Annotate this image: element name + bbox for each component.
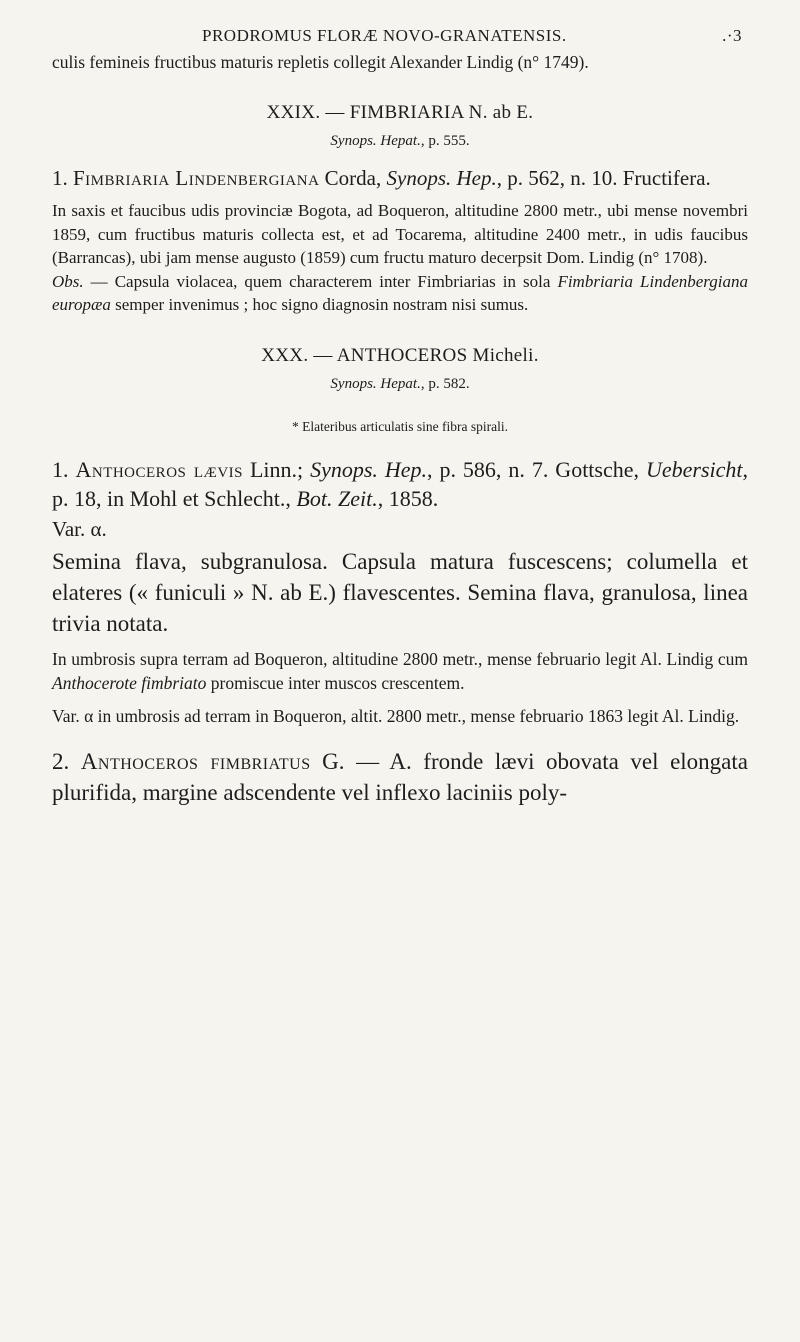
- obs-text-1: — Capsula violacea, quem characterem inter Fimbriarias in sola: [83, 271, 558, 291]
- species-description: Semina flava, subgranulosa. Capsula matura fuscescens; columella et elateres (« funiculi » N. ab E.) flavescentes. Semina flava, granulosa, linea trivia notata.: [52, 548, 748, 636]
- species-author: Corda,: [324, 166, 382, 190]
- page-number: .·3: [722, 26, 742, 45]
- obs-label: Obs.: [52, 271, 84, 291]
- species-number: 1.: [52, 456, 69, 482]
- habitat-paragraph: [52, 647, 748, 696]
- citation-ref: Uebersicht: [645, 456, 743, 482]
- species-reference-rest: , p. 562, n. 10. Fructifera.: [496, 166, 711, 190]
- citation-part: , p. 18, in Mohl et Schlecht.,: [52, 456, 748, 511]
- genus-heading-fimbriaria: XXIX. — FIMBRIARIA N. ab E.: [266, 102, 534, 123]
- variety-alpha-paragraph: Var. α in umbrosis ad terram in Boqueron, altit. 2800 metr., mense februario 1863 legit Al. Lindig.: [52, 705, 740, 726]
- obs-text-2: semper invenimus ; hoc signo diagnosin nostram nisi sumus.: [110, 295, 529, 315]
- citation-part: Linn.;: [243, 456, 311, 482]
- obs-italic-name: Fimbriaria Lindenbergiana europæa: [52, 271, 748, 315]
- citation-part: , p. 586, n. 7. Gottsche,: [427, 456, 646, 482]
- ref-page: , p. 582.: [420, 375, 470, 392]
- species-number: 2.: [52, 749, 70, 775]
- species-name: Anthoceros lævis: [75, 456, 243, 482]
- habitat-text-2: promiscue inter muscos crescentem.: [206, 673, 465, 694]
- citation-part: , 1858.: [377, 485, 439, 511]
- habitat-text-1: In umbrosis supra terram ad Boqueron, altitudine 2800 metr., mense februario legit Al. Lindig cum: [52, 648, 748, 669]
- species-diagnosis: G. — A. fronde lævi obovata vel elongata plurifida, margine adscendente vel inflexo laciniis poly-: [52, 749, 748, 806]
- species-reference: Synops. Hep.: [386, 166, 497, 190]
- species-name: Anthoceros fimbriatus: [80, 749, 311, 775]
- ref-title: Synops. Hepat.: [330, 133, 421, 149]
- genus-footnote: * Elateribus articulatis sine fibra spirali.: [292, 418, 508, 434]
- running-header: [52, 26, 748, 50]
- species-entry-anthoceros-laevis: [52, 455, 748, 513]
- ref-page: , p. 555.: [420, 133, 470, 149]
- header-title: PRODROMUS FLORÆ NOVO-GRANATENSIS.: [202, 26, 567, 45]
- genus-reference-anthoceros: [52, 376, 748, 393]
- species-entry-anthoceros-fimbriatus: [52, 746, 748, 808]
- habitat-italic-name: Anthocerote fimbriato: [52, 673, 207, 694]
- genus-reference-fimbriaria: [52, 133, 748, 150]
- ref-title: Synops. Hepat.: [330, 375, 421, 392]
- citation-ref: Bot. Zeit.: [296, 485, 378, 511]
- continuation-paragraph: culis femineis fructibus maturis repletis collegit Alexander Lindig (n° 1749).: [52, 52, 589, 72]
- species-entry-fimbriaria-lindenbergiana: [52, 164, 748, 193]
- genus-heading-anthoceros: XXX. — ANTHOCEROS Micheli.: [261, 344, 539, 366]
- species-number: 1.: [52, 166, 68, 190]
- citation-ref: Synops. Hep.: [310, 456, 428, 482]
- habitat-paragraph: In saxis et faucibus udis provinciæ Bogota, ad Boqueron, altitudine 2800 metr., ubi mense novembri 1859, cum fructibus maturis collecta est, et ad Tocarema, altitudine 2400 metr., in udis faucibus (Barrancas), ubi jam mense augusto (1859) cum fructu maturo decerpsit Dom. Lindig (n° 1708).: [52, 201, 748, 268]
- variety-label: Var. α.: [52, 516, 107, 541]
- species-name: Fimbriaria Lindenbergiana: [73, 166, 320, 190]
- observation-paragraph: [52, 270, 748, 317]
